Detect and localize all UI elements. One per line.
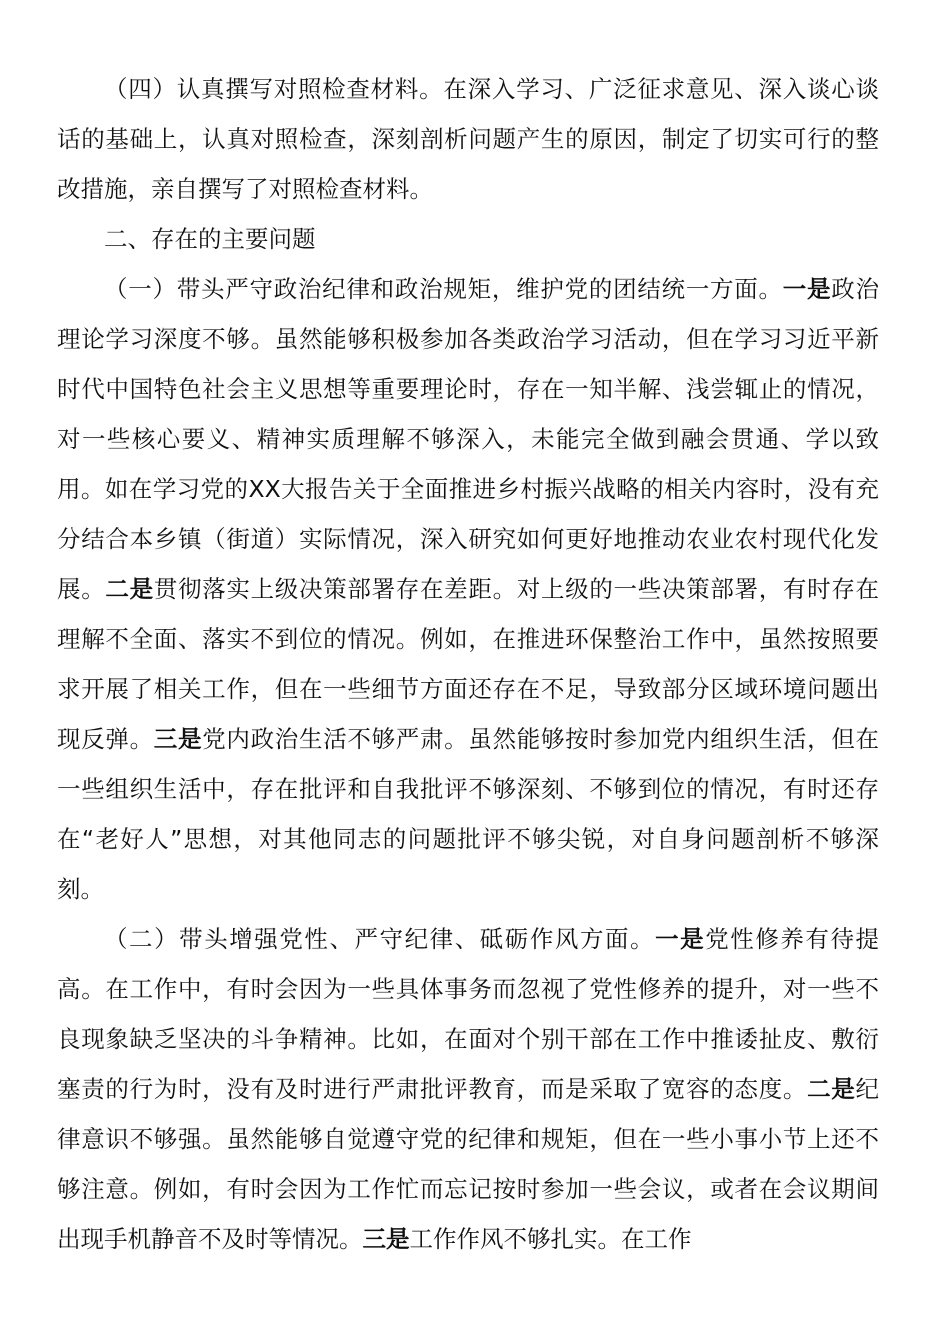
document-body (57, 64, 879, 1264)
point-text: 政治理论学习深度不够。虽然能够积极参加各类政治学习活动，但在学习习近平新时代中国特色社会主义思想等重要理论时，存在一知半解、浅尝辄止的情况，对一些核心要义、精神实质理解不够深入，未能完全做到融会贯通、学以致用。如在学习党的XX大报告关于全面推进乡村振兴战略的相关内容时，没有充分结合本乡镇（街道）实际情况，深入研究如何更好地推动农业农村现代化发展。 (57, 275, 880, 603)
paragraph-label: （四） (104, 75, 177, 103)
point-marker: 二是 (807, 1075, 856, 1103)
point-text: 党性修养有待提高。在工作中，有时会因为一些具体事务而忽视了党性修养的提升，对一些不良现象缺乏坚决的斗争精神。比如，在面对个别干部在工作中推诿扯皮、敷衍塞责的行为时，没有及时进行严肃批评教育，而是采取了宽容的态度。 (57, 925, 880, 1103)
point-marker: 一是 (782, 275, 832, 303)
point-marker: 三是 (362, 1225, 410, 1253)
paragraph-text: 认真撰写对照检查材料。在深入学习、广泛征求意见、深入谈心谈话的基础上，认真对照检查，深刻剖析问题产生的原因，制定了切实可行的整改措施，亲自撰写了对照检查材料。 (57, 75, 880, 203)
paragraph-four (57, 64, 879, 214)
issue-title: 带头增强党性、严守纪律、砥砺作风方面。 (179, 925, 656, 953)
point-text: 贯彻落实上级决策部署存在差距。对上级的一些决策部署，有时存在理解不全面、落实不到位的情况。例如，在推进环保整治工作中，虽然按照要求开展了相关工作，但在一些细节方面还存在不足，导致部分区域环境问题出现反弹。 (57, 575, 880, 753)
point-marker: 三是 (153, 725, 203, 753)
section-heading: 二、存在的主要问题 (104, 225, 316, 253)
point-text: 纪律意识不够强。虽然能够自觉遵守党的纪律和规矩，但在一些小事小节上还不够注意。例如，有时会因为工作忙而忘记按时参加一些会议，或者在会议期间出现手机静音不及时等情况。 (57, 1075, 880, 1253)
point-text: 工作作风不够扎实。在工作 (409, 1225, 692, 1253)
issue-label: （二） (104, 925, 180, 953)
issue-title: 带头严守政治纪律和政治规矩，维护党的团结统一方面。 (176, 275, 783, 303)
point-text: 党内政治生活不够严肃。虽然能够按时参加党内组织生活，但在一些组织生活中，存在批评和自我批评不够深刻、不够到位的情况，有时还存在“老好人”思想，对其他同志的问题批评不够尖锐，对自身问题剖析不够深刻。 (57, 725, 880, 903)
point-marker: 二是 (105, 575, 154, 603)
point-marker: 一是 (655, 925, 706, 953)
issue-label: （一） (104, 275, 177, 303)
issue-two-paragraph (57, 914, 879, 1264)
issue-one-paragraph (57, 264, 879, 914)
